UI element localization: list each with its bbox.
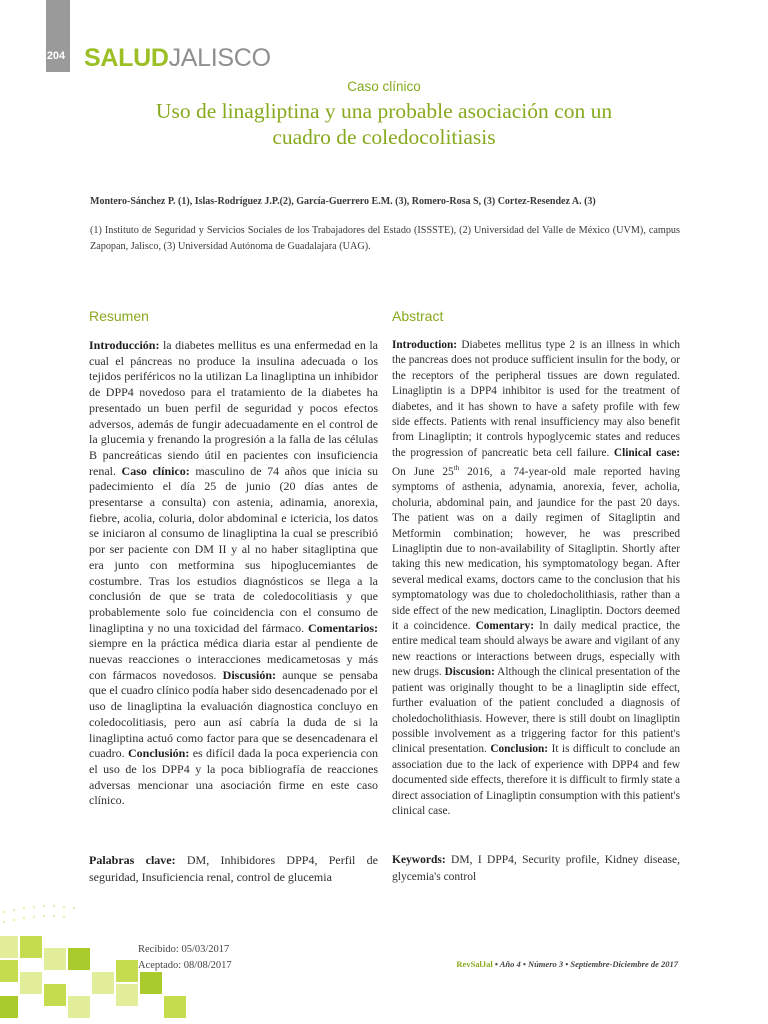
resumen-conclusion-text: es difícil dada la poca experiencia con el uso de los DPP4 y la poca bibliografía de reacciones adversas mencionar una asociación firme en este caso clínico. <box>89 746 378 808</box>
abstract-comment-text: In daily medical practice, the entire medical team should always be aware and vigilant of any new reactions or interactions between drugs, especially with new drugs. <box>392 620 681 679</box>
resumen-intro-label: Introducción: <box>89 338 160 352</box>
resumen-case-text: masculino de 74 años que inicia su padecimiento el día 25 de junio (20 días antes de presentarse a consulta) con astenia, adinamia, anorexia, fiebre, acolia, coluria, dolor abdominal e ictericia, los datos se iniciaron al consumo de linagliptina la cual se prescribió por ser paciente con DM II y al no haber sitagliptina que era junto con metformina sus hipoglucemiantes de costumbre. Tras los estudios diagnósticos se llega a la conclusión de que se trata de coledocolitiasis y que probablemente solo fue coincidencia con el consumo de linagliptina y no una toxicidad del fármaco. <box>89 463 379 635</box>
palabras-clave <box>89 852 378 886</box>
abstract-case-label: Clinical case: <box>613 446 680 459</box>
affiliations: (1) Instituto de Seguridad y Servicios Sociales de los Trabajadores del Estado (ISSSTE), (2) Universidad del Valle de México (UVM), campus Zapopan, Jalisco, (3) Universidad Autónoma de Guadalajara (UAG). <box>90 225 680 252</box>
abstract-discussion-text: Although the clinical presentation of the patient was originally thought to be a linagliptin side effect, further evaluation of the patient concluded a diagnosis of choledocholithiasis. However, there is still doubt on linagliptin possible involvement as a triggering factor for this patient's clinical presentation. <box>392 666 680 756</box>
keywords-label: Keywords: <box>392 854 446 866</box>
abstract-body <box>392 338 680 819</box>
resumen-body <box>89 338 378 809</box>
resumen-discussion-text: aunque se pensaba que el cuadro clínico podía haber sido desencadenado por el uso de linagliptina la evaluación diagnostica concluyo en coledocolitiasis, pero aun así cabría la duda de si la linagliptina actuó como factor para que se desencadenara el cuadro. <box>89 667 379 761</box>
journal-citation <box>456 959 678 969</box>
resumen-heading: Resumen <box>89 308 149 324</box>
abstract-case-sup: th <box>453 464 460 473</box>
resumen-conclusion-label: Conclusión: <box>128 746 190 761</box>
abstract-intro-text: Diabetes mellitus type 2 is an illness in which the pancreas does not produce sufficient insulin for the body, or the receptors of the peripheral tissues are down regulated. Linagliptin is a DPP4 inhibitor is used for the treatment of diabetes, and it has shown to have a safety profile with few side effects. Patients with renal insufficiency may also benefit from Linagliptin; it controls hypoglycemic states and reduces the progression of pancreatic beta cell failure. <box>392 339 680 459</box>
journal-logo-jalisco: JALISCO <box>168 44 271 72</box>
authors: Montero-Sánchez P. (1), Islas-Rodríguez J.P.(2), García-Guerrero E.M. (3), Romero-Rosa S, (3) Cortez-Resendez A. (3) <box>90 196 596 207</box>
keywords <box>392 852 680 886</box>
journal-logo <box>84 44 271 73</box>
abstract-conclusion-text: It is difficult to conclude an association due to the lack of experience with DPP4 and few documented side effects, therefore it is difficult to firmly state a direct association of Linagliptin consumption with this patient's clinical case. <box>392 743 680 817</box>
abstract-comment-label: Comentary: <box>475 620 534 633</box>
abstract-intro-label: Introduction: <box>392 339 458 351</box>
journal-logo-salud: SALUD <box>84 44 169 72</box>
palabras-clave-text: DM, Inhibidores DPP4, Perfil de seguridad, Insuficiencia renal, control de glucemia <box>89 853 378 884</box>
article-title: Uso de linagliptina y una probable asociación con un cuadro de coledocolitiasis <box>155 99 613 149</box>
palabras-clave-label: Palabras clave: <box>89 853 176 867</box>
page-number: 204 <box>46 50 66 62</box>
journal-citation-text: • Año 4 • Número 3 • Septiembre-Diciembre de 2017 <box>492 959 678 969</box>
abstract-case-text-b: 2016, a 74-year-old male reported having symptoms of asthenia, adynamia, anorexia, fever, acholia, choluria, abdominal pain, and jaundice for the past 20 days. The patient was on a daily regimen of Sitagliptin and Metformin combination; however, he was prescribed Linagliptin due to non-availability of Sitagliptin. Shortly after taking this new medication, his symptomatology began. After several medical exams, doctors came to the conclusion that his symptomatology was due to choledocholithiasis, rather than a side effect of the new medication, Linagliptin. Doctors deemed it a coincidence. <box>392 466 680 633</box>
abstract-heading: Abstract <box>392 308 444 324</box>
resumen-comments-text: siempre en la práctica médica diaria estar al pendiente de nuevas reacciones o interacciones medicametosas y más con fármacos novedosos. <box>89 636 378 682</box>
decorative-squares <box>0 904 230 1024</box>
section-label: Caso clínico <box>347 79 421 94</box>
resumen-case-label: Caso clínico: <box>121 463 190 478</box>
resumen-discussion-label: Discusión: <box>222 667 277 682</box>
resumen-comments-label: Comentarios: <box>308 620 378 635</box>
resumen-intro-text: la diabetes mellitus es una enfermedad en la cual el páncreas no produce la insulina adecuada o los tejidos periféricos no la utilizan La linagliptina un inhibidor de DPP4 novedoso para el tratamiento de la diabetes ha presentado un buen perfil de seguridad y pocos efectos adversos, además de fungir adecuadamente en el control de la glucemia y frenando la progresión a la falla de las células B pancreáticas siendo útil en pacientes con insuficiencia renal. <box>89 338 378 478</box>
keywords-text: DM, I DPP4, Security profile, Kidney disease, glycemia's control <box>392 854 680 883</box>
abstract-case-text-a: On June 25 <box>392 466 454 479</box>
journal-brand: RevSalJal <box>456 959 493 969</box>
abstract-discussion-label: Discusion: <box>444 666 495 679</box>
accepted-date: Aceptado: 08/08/2017 <box>138 960 232 971</box>
received-date: Recibido: 05/03/2017 <box>138 944 230 955</box>
abstract-conclusion-label: Conclusion: <box>490 743 549 756</box>
